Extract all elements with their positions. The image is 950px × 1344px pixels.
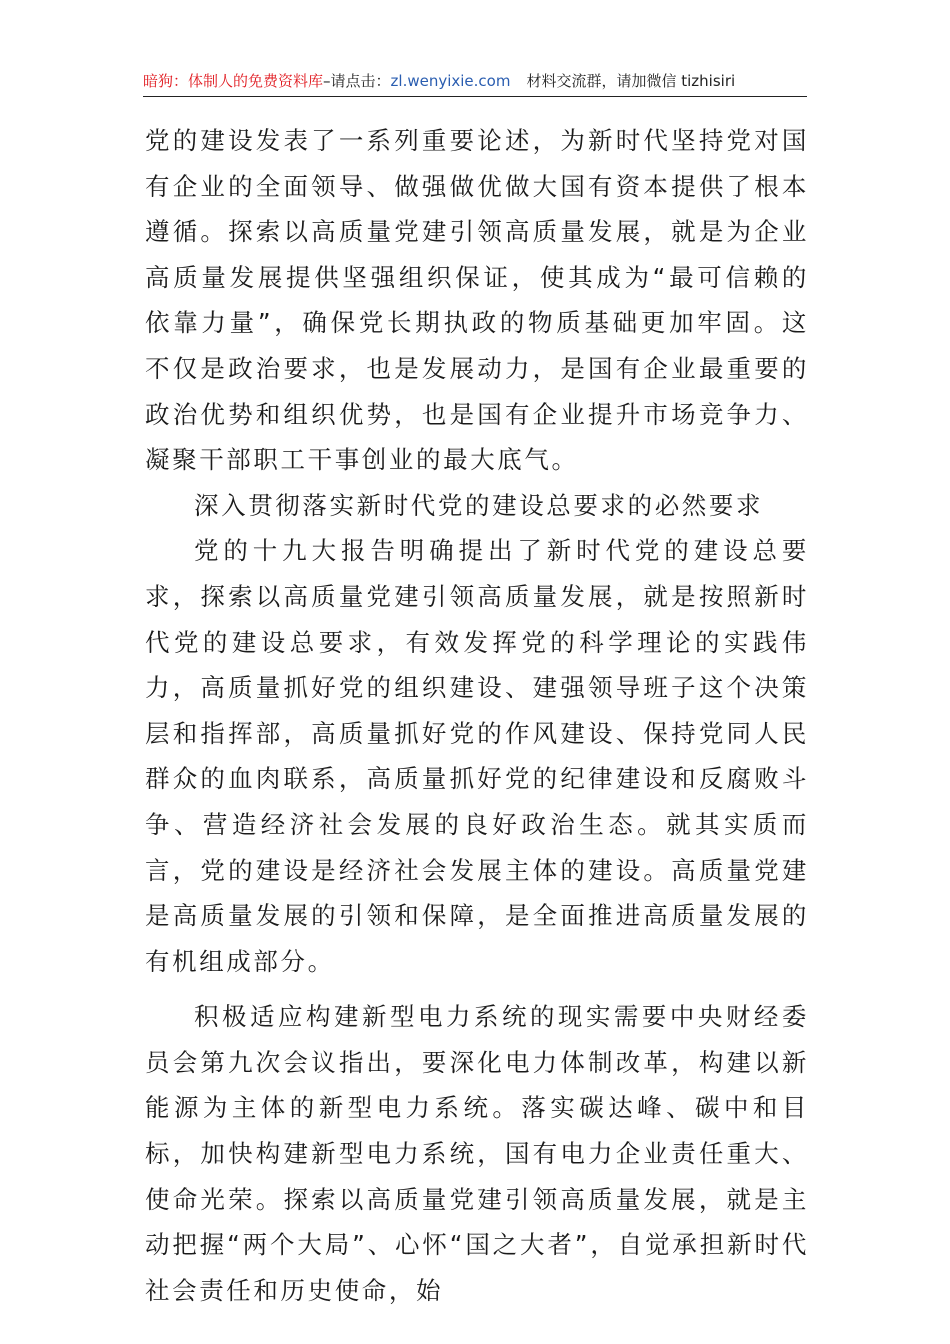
paragraph-1: 党的建设发表了一系列重要论述，为新时代坚持党对国有企业的全面领导、做强做优做大国有资本提供了根本遵循。探索以高质量党建引领高质量发展，就是为企业高质量发展提供坚强组织保证，使其成为“最可信赖的依靠力量”，确保党长期执政的物质基础更加牢固。这不仅是政治要求，也是发展动力，是国有企业最重要的政治优势和组织优势，也是国有企业提升市场竞争力、凝聚干部职工干事创业的最大底气。: [145, 126, 809, 475]
header-brand: 暗狗：体制人的免费资料库: [143, 72, 324, 90]
header-url-link[interactable]: zl.wenyixie.com: [390, 72, 511, 90]
paragraph-2: 党的十九大报告明确提出了新时代党的建设总要求，探索以高质量党建引领高质量发展，就是按照新时代党的建设总要求，有效发挥党的科学理论的实践伟力，高质量抓好党的组织建设、建强领导班子这个决策层和指挥部，高质量抓好党的作风建设、保持党同人民群众的血肉联系，高质量抓好党的纪律建设和反腐败斗争、营造经济社会发展的良好政治生态。就其实质而言，党的建设是经济社会发展主体的建设。高质量党建是高质量发展的引领和保障，是全面推进高质量发展的有机组成部分。: [145, 536, 809, 976]
section-heading: 深入贯彻落实新时代党的建设总要求的必然要求: [194, 490, 764, 520]
document-body: [145, 118, 809, 1313]
page-header: [143, 70, 807, 97]
paragraph-3: 积极适应构建新型电力系统的现实需要中央财经委员会第九次会议指出，要深化电力体制改革，构建以新能源为主体的新型电力系统。落实碳达峰、碳中和目标，加快构建新型电力系统，国有电力企业责任重大、使命光荣。探索以高质量党建引领高质量发展，就是主动把握“两个大局”、心怀“国之大者”，自觉承担新时代社会责任和历史使命，始: [145, 1002, 809, 1305]
header-separator: –请点击：: [323, 72, 391, 90]
header-wechat: 材料交流群，请加微信 tizhisiri: [526, 72, 736, 90]
